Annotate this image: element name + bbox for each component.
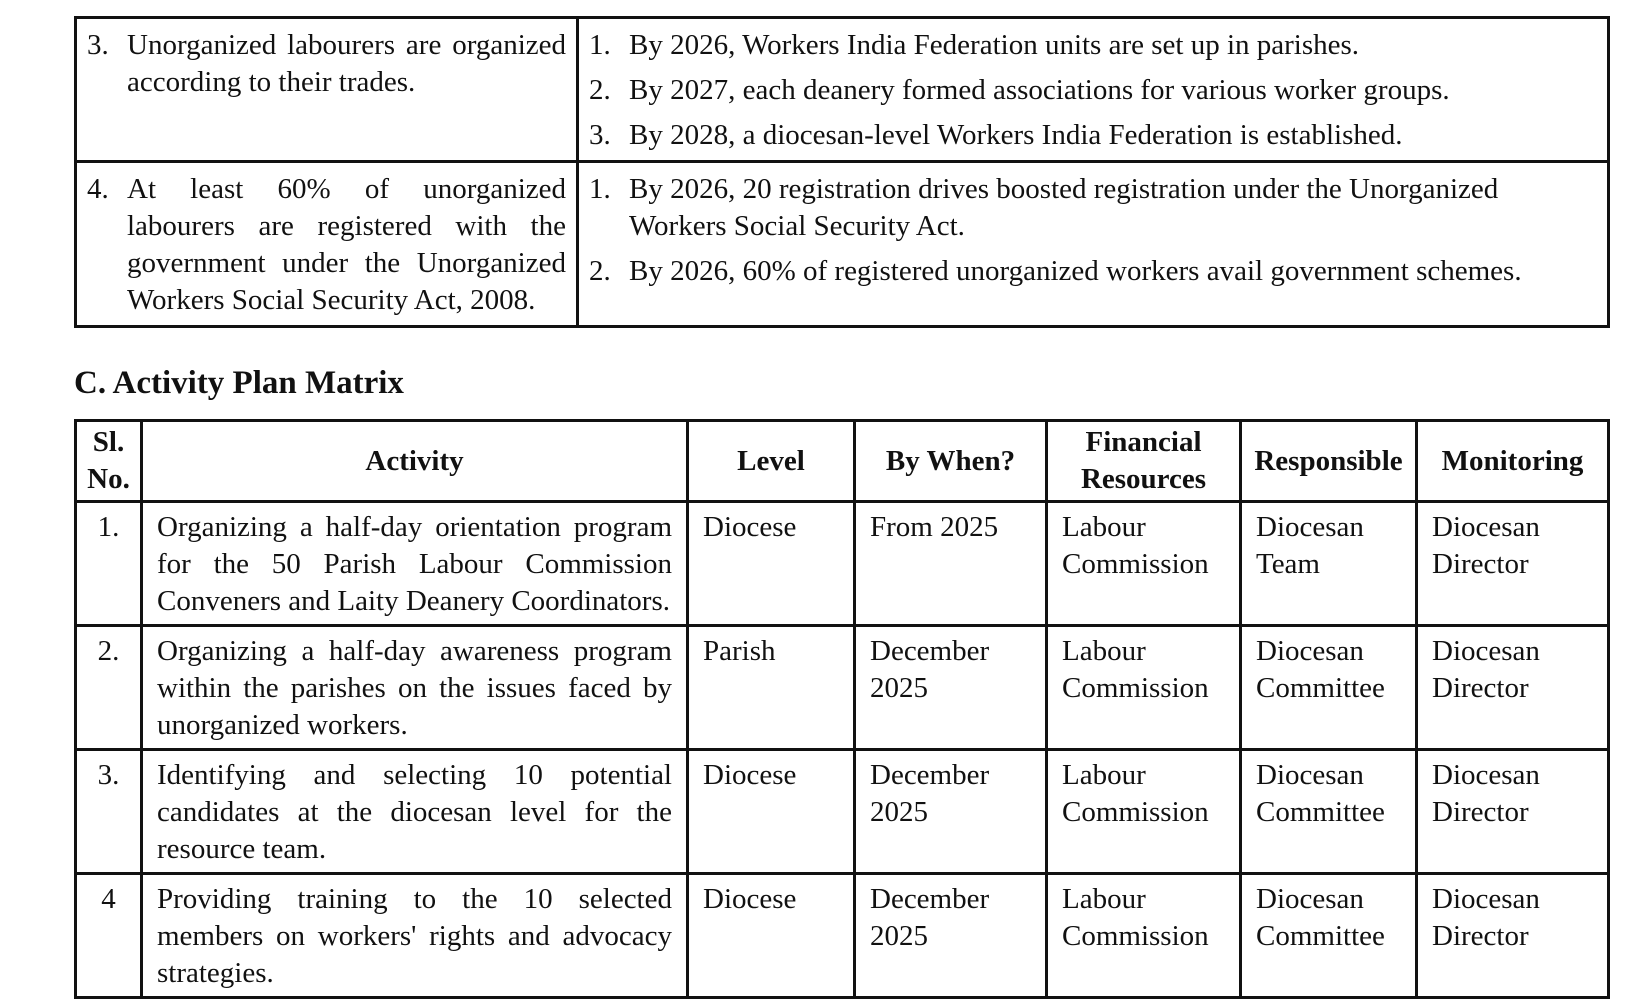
indicator-number: 2.: [589, 74, 611, 106]
monitoring-cell: Diocesan Director: [1417, 750, 1609, 874]
header-line: Resources: [1080, 463, 1207, 495]
column-header-responsible: Responsible: [1241, 421, 1417, 502]
responsible-cell: Diocesan Committee: [1241, 750, 1417, 874]
indicator-text: By 2026, 20 registration drives boosted registration under the Unorganized Workers Social Security Act.: [629, 173, 1499, 242]
objective-text: At least 60% of unorganized labourers are registered with the government under the Unorganized Workers Social Security Act, 2008.: [127, 173, 566, 316]
financial-resources-cell: Labour Commission: [1047, 874, 1241, 998]
column-header-activity: Activity: [142, 421, 688, 502]
objective-cell: [76, 162, 578, 327]
monitoring-cell: Diocesan Director: [1417, 626, 1609, 750]
sl-no-cell: 4: [76, 874, 142, 998]
indicator-number: 1.: [589, 29, 611, 61]
table-row: [76, 18, 1609, 162]
column-header-sl-no: [76, 421, 142, 502]
table-row: [76, 502, 1609, 626]
section-heading: C. Activity Plan Matrix: [74, 365, 404, 401]
header-line: Financial: [1085, 426, 1202, 458]
activity-cell: Identifying and selecting 10 potential candidates at the diocesan level for the resource team.: [142, 750, 688, 874]
table-row: [76, 162, 1609, 327]
column-header-monitoring: Monitoring: [1417, 421, 1609, 502]
sl-no-cell: 3.: [76, 750, 142, 874]
list-item: [589, 72, 1597, 109]
responsible-cell: Diocesan Team: [1241, 502, 1417, 626]
activity-cell: Providing training to the 10 selected members on workers' rights and advocacy strategies.: [142, 874, 688, 998]
objective-number: 3.: [87, 29, 109, 61]
indicator-number: 3.: [589, 119, 611, 151]
monitoring-cell: Diocesan Director: [1417, 502, 1609, 626]
indicator-number: 1.: [589, 173, 611, 205]
financial-resources-cell: Labour Commission: [1047, 750, 1241, 874]
column-header-by-when: By When?: [855, 421, 1047, 502]
indicator-text: By 2028, a diocesan-level Workers India Federation is established.: [629, 119, 1403, 151]
indicators-cell: [578, 18, 1609, 162]
activity-cell: Organizing a half-day awareness program within the parishes on the issues faced by unorganized workers.: [142, 626, 688, 750]
by-when-cell: December 2025: [855, 750, 1047, 874]
objective-cell: [76, 18, 578, 162]
level-cell: Diocese: [688, 874, 855, 998]
monitoring-cell: Diocesan Director: [1417, 874, 1609, 998]
column-header-level: Level: [688, 421, 855, 502]
list-item: [589, 253, 1597, 290]
activity-plan-table: [74, 419, 1610, 999]
by-when-cell: December 2025: [855, 626, 1047, 750]
financial-resources-cell: Labour Commission: [1047, 502, 1241, 626]
table-row: [76, 874, 1609, 998]
indicator-text: By 2027, each deanery formed associations for various worker groups.: [629, 74, 1450, 106]
level-cell: Diocese: [688, 750, 855, 874]
indicators-cell: [578, 162, 1609, 327]
table-row: [76, 626, 1609, 750]
list-item: [589, 117, 1597, 154]
financial-resources-cell: Labour Commission: [1047, 626, 1241, 750]
sl-no-cell: 2.: [76, 626, 142, 750]
objectives-indicators-table: [74, 16, 1610, 328]
header-line: Sl.: [92, 426, 125, 458]
column-header-financial-resources: [1047, 421, 1241, 502]
activity-cell: Organizing a half-day orientation program for the 50 Parish Labour Commission Conveners and Laity Deanery Coordinators.: [142, 502, 688, 626]
responsible-cell: Diocesan Committee: [1241, 874, 1417, 998]
responsible-cell: Diocesan Committee: [1241, 626, 1417, 750]
indicator-text: By 2026, Workers India Federation units are set up in parishes.: [629, 29, 1360, 61]
objective-number: 4.: [87, 173, 109, 205]
list-item: [589, 27, 1597, 64]
indicator-number: 2.: [589, 255, 611, 287]
objective-text: Unorganized labourers are organized according to their trades.: [127, 29, 566, 98]
table-header-row: [76, 421, 1609, 502]
indicator-text: By 2026, 60% of registered unorganized workers avail government schemes.: [629, 255, 1522, 287]
level-cell: Parish: [688, 626, 855, 750]
sl-no-cell: 1.: [76, 502, 142, 626]
table-row: [76, 750, 1609, 874]
level-cell: Diocese: [688, 502, 855, 626]
by-when-cell: December 2025: [855, 874, 1047, 998]
header-line: No.: [87, 463, 130, 495]
by-when-cell: From 2025: [855, 502, 1047, 626]
list-item: [589, 171, 1597, 245]
